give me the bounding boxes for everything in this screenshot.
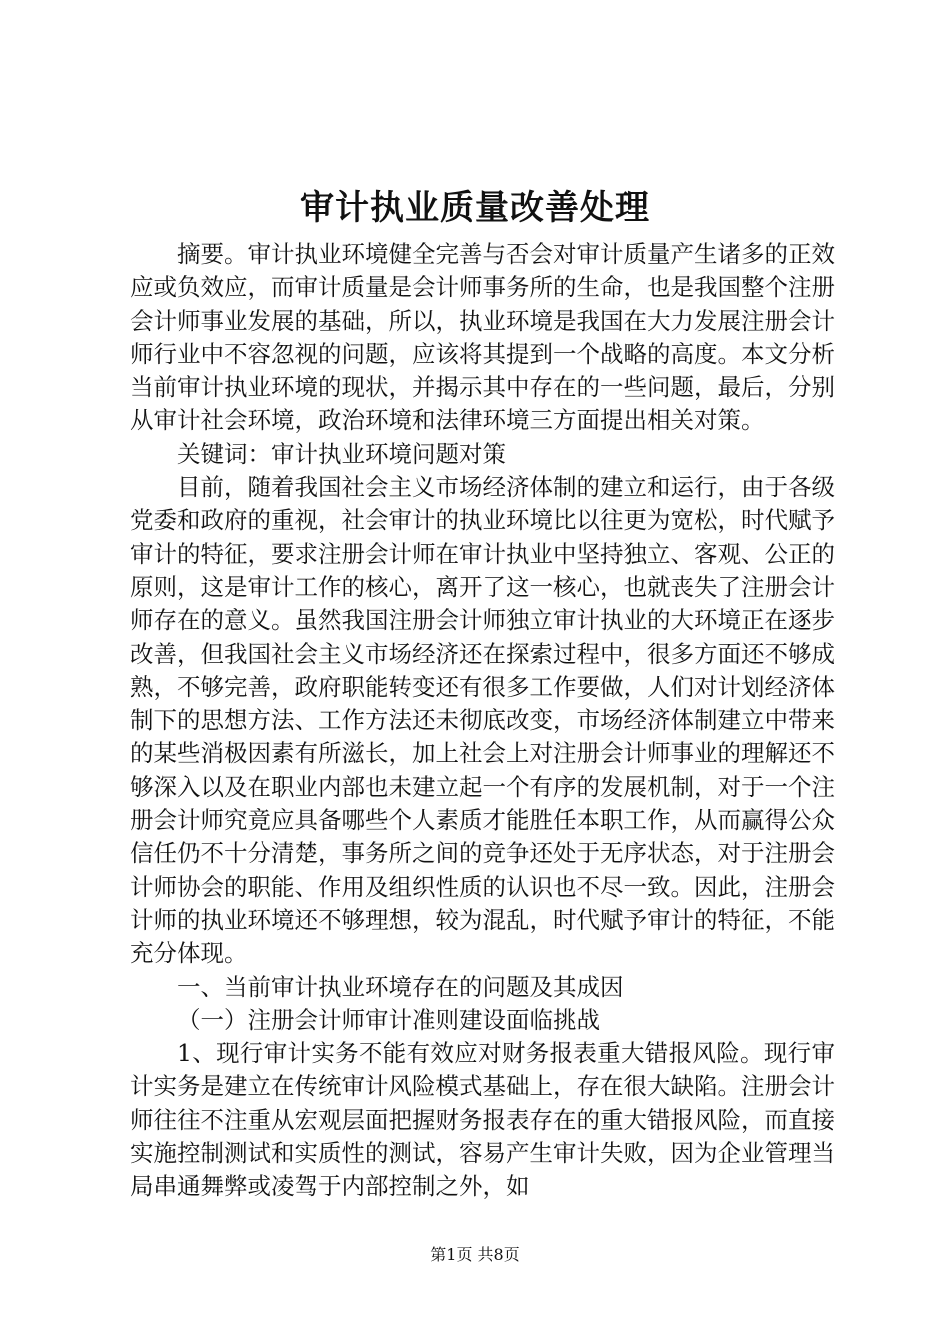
- intro-paragraph: 目前，随着我国社会主义市场经济体制的建立和运行，由于各级党委和政府的重视，社会审计的执业环境比以往更为宽松，时代赋予审计的特征，要求注册会计师在审计执业中坚持独立、客观、公正的原则，这是审计工作的核心，离开了这一核心，也就丧失了注册会计师存在的意义。虽然我国注册会计师独立审计执业的大环境正在逐步改善，但我国社会主义市场经济还在探索过程中，很多方面还不够成熟，不够完善，政府职能转变还有很多工作要做，人们对计划经济体制下的思想方法、工作方法还未彻底改变，市场经济体制建立中带来的某些消极因素有所滋长，加上社会上对注册会计师事业的理解还不够深入以及在职业内部也未建立起一个有序的发展机制，对于一个注册会计师究竟应具备哪些个人素质才能胜任本职工作，从而赢得公众信任仍不十分清楚，事务所之间的竞争还处于无序状态，对于注册会计师协会的职能、作用及组织性质的认识也不尽一致。因此，注册会计师的执业环境还不够理想，较为混乱，时代赋予审计的特征，不能充分体现。: [130, 473, 835, 968]
- abstract-paragraph: 摘要。审计执业环境健全完善与否会对审计质量产生诸多的正效应或负效应，而审计质量是会计师事务所的生命，也是我国整个注册会计师事业发展的基础，所以，执业环境是我国在大力发展注册会计师行业中不容忽视的问题，应该将其提到一个战略的高度。本文分析当前审计执业环境的现状，并揭示其中存在的一些问题，最后，分别从审计社会环境，政治环境和法律环境三方面提出相关对策。: [130, 240, 835, 435]
- body-paragraph: 1、现行审计实务不能有效应对财务报表重大错报风险。现行审计实务是建立在传统审计风险模式基础上，存在很大缺陷。注册会计师往往不注重从宏观层面把握财务报表存在的重大错报风险，而直接实施控制测试和实质性的测试，容易产生审计失败，因为企业管理当局串通舞弊或凌驾于内部控制之外，如: [130, 1039, 835, 1201]
- keywords-paragraph: 关键词：审计执业环境问题对策: [177, 439, 506, 468]
- section-heading: 一、当前审计执业环境存在的问题及其成因: [177, 972, 624, 1001]
- document-body: [130, 238, 835, 1204]
- page-footer: 第1页 共8页: [430, 1245, 520, 1264]
- document-title: 审计执业质量改善处理: [300, 188, 650, 228]
- subsection-heading: （一）注册会计师审计准则建设面临挑战: [177, 1005, 600, 1034]
